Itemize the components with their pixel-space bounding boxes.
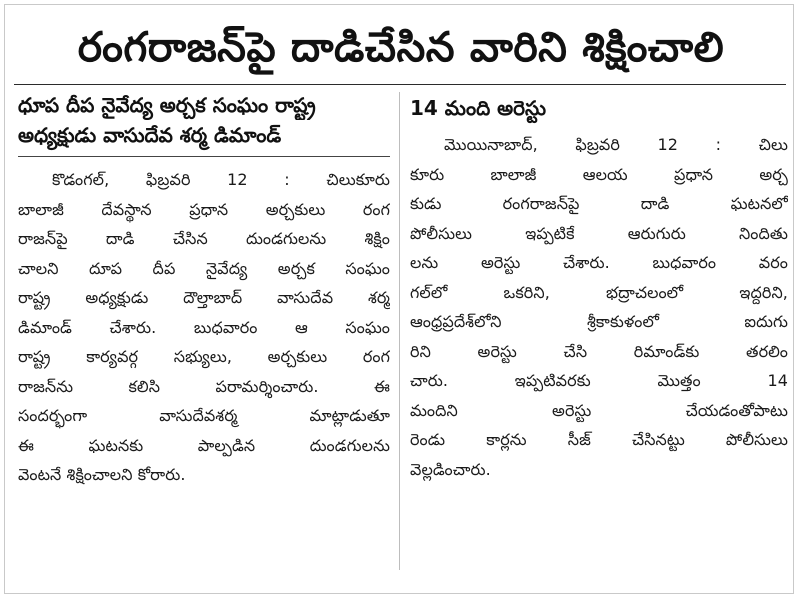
right-body-line: మొయినాబాద్, ఫిబ్రవరి 12 : చిలు [444, 135, 788, 154]
right-body-line: గల్‌లో ఒకరిని, భద్రాచలంలో ఇద్దరిని, [410, 282, 788, 302]
left-body-line: చాలని దూప దీప నైవేద్య అర్చక సంఘం [18, 258, 390, 278]
right-body-line: పోలీసులు ఇప్పటికే ఆరుగురు నిందితు [410, 223, 788, 243]
right-body-line: రెండు కార్లను సీజ్ చేసినట్టు పోలీసులు [410, 430, 788, 449]
left-body-line: బాలాజీ దేవస్థాన ప్రధాన అర్చకులు రంగ [18, 199, 390, 219]
left-subhead-line-1: ధూప దీప నైవేద్య అర్చక సంఘం రాష్ట్ర [18, 93, 316, 117]
left-body-line: సందర్భంగా వాసుదేవశర్మ మాట్లాడుతూ [18, 406, 390, 425]
right-body-line: మందిని అరెస్టు చేయడంతోపాటు [410, 400, 788, 420]
right-body-line: చారు. ఇప్పటివరకు మొత్తం 14 [410, 371, 788, 390]
right-body-line: ఆంధ్రప్రదేశ్‌లోని శ్రీకాకుళంలో ఐదుగు [410, 312, 788, 331]
left-body-line: రాజన్‌ను కలిసి పరామర్శించారు. ఈ [18, 376, 390, 396]
left-column [18, 90, 390, 590]
right-body-line: లను అరెస్టు చేశారు. బుధవారం వరం [410, 253, 788, 272]
right-body-line: కుడు రంగరాజన్‌పై దాడి ఘటనలో [410, 194, 788, 213]
right-body-line: రిని అరెస్టు చేసి రిమాండ్‌కు తరలిం [410, 341, 788, 361]
left-body-line: కొడంగల్, ఫిబ్రవరి 12 : చిలుకూరు [52, 170, 390, 189]
article-headline: రంగరాజన్‌పై దాడిచేసిన వారిని శిక్షించాలి [77, 23, 725, 71]
left-body-line: డిమాండ్ చేశారు. బుధవారం ఆ సంఘం [18, 317, 390, 337]
left-body-line: రాష్ట్ర కార్యవర్గ సభ్యులు, అర్చకులు రంగ [18, 347, 390, 366]
column-divider [399, 92, 400, 570]
right-column [410, 90, 788, 590]
headline-rule [14, 84, 786, 85]
left-body-line: రాష్ట్ర అధ్యక్షుడు దౌల్తాబాద్ వాసుదేవ శర్మ [18, 288, 390, 307]
left-subhead-line-2: అధ్యక్షుడు వాసుదేవ శర్మ డిమాండ్ [18, 120, 390, 157]
right-subhead: 14 మంది అరెస్టు [410, 96, 546, 120]
left-body-line: ఈ ఘటనకు పాల్పడిన దుండగులను [18, 435, 390, 455]
left-body-line: వెంటనే శిక్షించాలని కోరారు. [18, 465, 186, 484]
right-body-line: కూరు బాలాజీ ఆలయ ప్రధాన అర్చ [410, 164, 788, 184]
right-body-line: వెల్లడించారు. [410, 459, 491, 479]
left-body-line: రాజన్‌పై దాడి చేసిన దుండగులను శిక్షిం [18, 229, 390, 248]
